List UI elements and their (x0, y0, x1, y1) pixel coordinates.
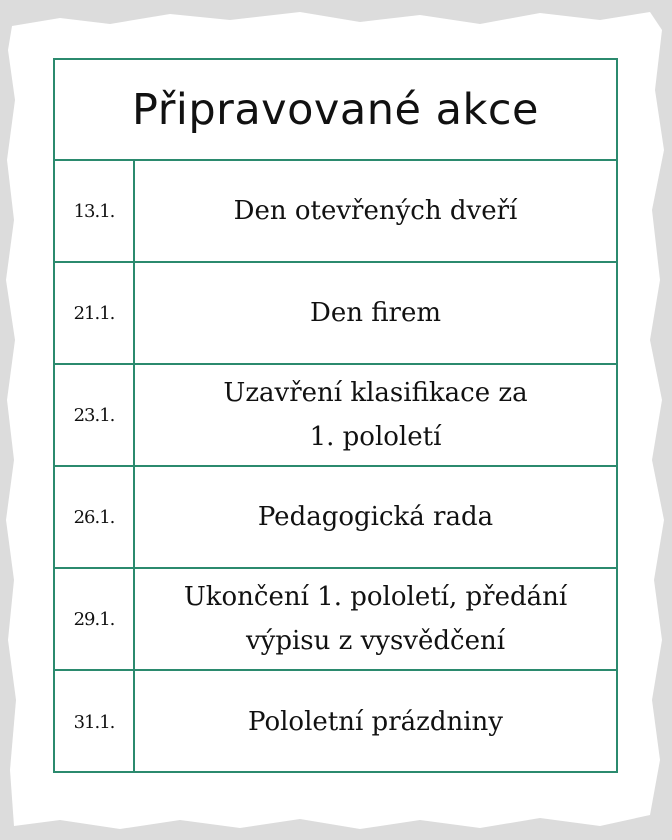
event-name: Pedagogická rada (257, 502, 494, 532)
date-cell (55, 365, 135, 465)
date-cell (55, 671, 135, 773)
event-name: Uzavření klasifikace za 1. pololetí (223, 378, 528, 452)
event-date: 31.1. (73, 711, 115, 733)
page-title: Připravované akce (132, 84, 539, 135)
event-date: 26.1. (73, 506, 115, 528)
event-name: Ukončení 1. pololetí, předání výpisu z vysvědčení (183, 582, 568, 656)
date-cell (55, 161, 135, 261)
table-row (55, 365, 616, 467)
event-cell (135, 161, 616, 261)
event-cell (135, 263, 616, 363)
table-row (55, 467, 616, 569)
table-row (55, 263, 616, 365)
event-name: Den otevřených dveří (233, 196, 518, 226)
date-cell (55, 263, 135, 363)
event-name: Pololetní prázdniny (248, 707, 503, 737)
title-row (55, 60, 616, 161)
event-cell (135, 365, 616, 465)
event-cell (135, 671, 616, 773)
event-rows (55, 161, 616, 773)
event-date: 23.1. (73, 404, 115, 426)
event-cell (135, 467, 616, 567)
event-date: 29.1. (73, 608, 115, 630)
events-table (53, 58, 618, 773)
table-row (55, 671, 616, 773)
table-row (55, 569, 616, 671)
event-name: Den firem (309, 298, 442, 328)
date-cell (55, 569, 135, 669)
date-cell (55, 467, 135, 567)
event-date: 13.1. (73, 200, 115, 222)
event-cell (135, 569, 616, 669)
event-date: 21.1. (73, 302, 115, 324)
table-row (55, 161, 616, 263)
